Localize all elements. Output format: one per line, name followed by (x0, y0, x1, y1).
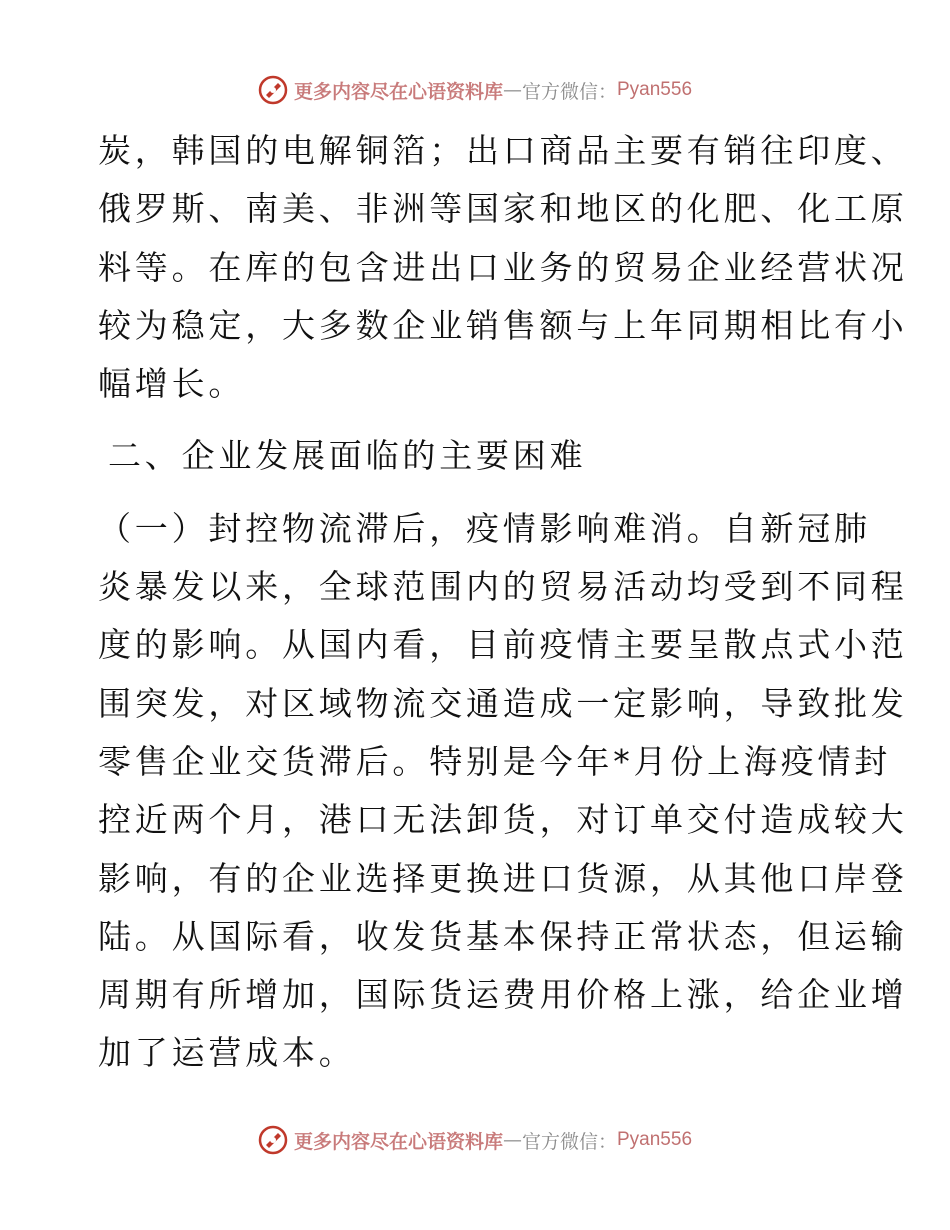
footer-watermark (0, 1120, 950, 1160)
text-line: 周期有所增加，国际货运费用价格上涨，给企业增 (98, 975, 908, 1015)
paragraph-2 (98, 500, 908, 1083)
watermark-wechat-label: 官方微信： (521, 1130, 617, 1153)
text-line: 较为稳定，大多数企业销售额与上年同期相比有小 (98, 305, 908, 345)
text-line: 零售企业交货滞后。特别是今年*月份上海疫情封 (98, 741, 892, 781)
watermark-wechat-id: Pyan556 (617, 1129, 693, 1150)
watermark-dash: — (502, 1129, 522, 1151)
text-line: 俄罗斯、南美、非洲等国家和地区的化肥、化工原 (98, 189, 908, 229)
header-watermark (0, 70, 950, 110)
watermark-slogan: 更多内容尽在心语资料库 (293, 80, 503, 103)
text-line: 幅增长。 (98, 364, 246, 404)
document-body (98, 122, 908, 1083)
watermark-slogan: 更多内容尽在心语资料库 (293, 1130, 503, 1153)
text-line: 围突发，对区域物流交通造成一定影响，导致批发 (98, 683, 908, 723)
text-line: 控近两个月，港口无法卸货，对订单交付造成较大 (98, 800, 908, 840)
text-line: 度的影响。从国内看，目前疫情主要呈散点式小范 (98, 625, 908, 665)
text-line: 加了运营成本。 (98, 1033, 356, 1073)
text-line: 炎暴发以来，全球范围内的贸易活动均受到不同程 (98, 567, 908, 607)
watermark-dash: — (502, 79, 522, 101)
watermark-wechat-id: Pyan556 (617, 79, 693, 100)
text-line: 陆。从国际看，收发货基本保持正常状态，但运输 (98, 916, 908, 956)
text-line: 料等。在库的包含进出口业务的贸易企业经营状况 (98, 247, 908, 287)
text-line: 炭，韩国的电解铜箔；出口商品主要有销往印度、 (98, 131, 908, 170)
seal-logo-icon (258, 75, 288, 105)
section-heading: 二、企业发展面临的主要困难 (108, 436, 587, 476)
text-line: 影响，有的企业选择更换进口货源，从其他口岸登 (98, 858, 908, 898)
watermark-wechat-label: 官方微信： (521, 80, 617, 103)
text-line: （一）封控物流滞后，疫情影响难消。自新冠肺 (98, 508, 871, 548)
seal-logo-icon (258, 1125, 288, 1155)
paragraph-1 (98, 122, 908, 413)
